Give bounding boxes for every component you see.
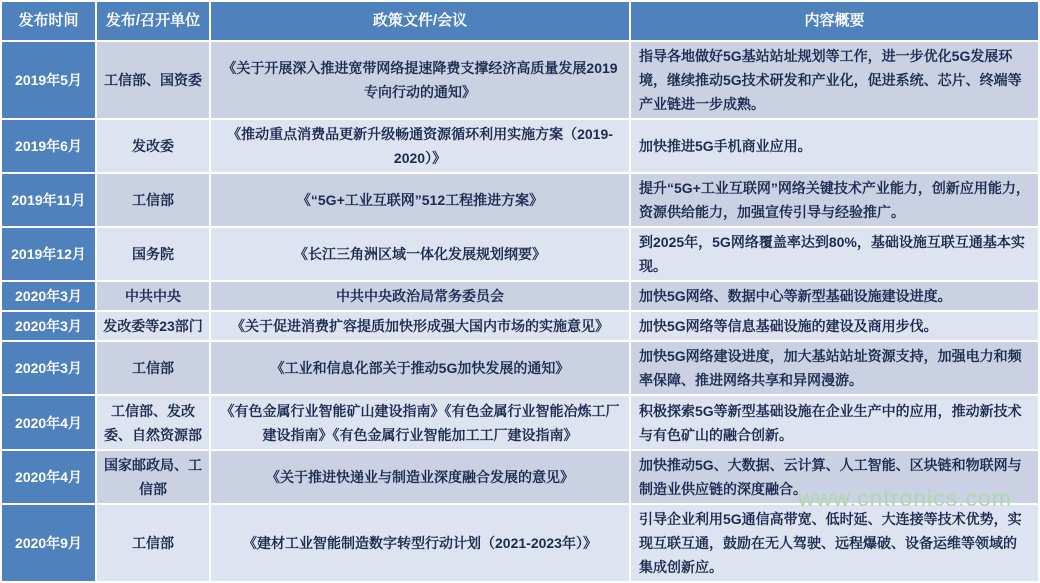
cell-policy: 《关于开展深入推进宽带网络提速降费支撑经济高质量发展2019专向行动的通知》 xyxy=(211,42,629,118)
cell-unit: 中共中央 xyxy=(97,282,209,310)
table-row xyxy=(2,228,1038,280)
cell-policy: 《关于促进消费扩容提质加快形成强大国内市场的实施意见》 xyxy=(211,312,629,340)
cell-policy: 《关于推进快递业与制造业深度融合发展的意见》 xyxy=(211,451,629,503)
cell-summary: 加快5G网络、数据中心等新型基础设施建设进度。 xyxy=(631,282,1038,310)
cell-summary: 加快5G网络建设进度，加大基站站址资源支持，加强电力和频率保障、推进网络共享和异网漫游。 xyxy=(631,342,1038,394)
col-header-date: 发布时间 xyxy=(2,2,95,40)
cell-date: 2020年3月 xyxy=(2,312,95,340)
cell-summary: 积极探索5G等新型基础设施在企业生产中的应用，推动新技术与有色矿山的融合创新。 xyxy=(631,396,1038,449)
table-row xyxy=(2,312,1038,340)
cell-date: 2019年5月 xyxy=(2,42,95,118)
cell-policy: 《有色金属行业智能矿山建设指南》《有色金属行业智能冶炼工厂建设指南》《有色金属行业智能加工工厂建设指南》 xyxy=(211,396,629,449)
table-row xyxy=(2,282,1038,310)
cell-date: 2020年9月 xyxy=(2,505,95,581)
table-row xyxy=(2,174,1038,226)
col-header-unit: 发布/召开单位 xyxy=(97,2,209,40)
col-header-policy: 政策文件/会议 xyxy=(211,2,629,40)
cell-policy: 《“5G+工业互联网”512工程推进方案》 xyxy=(211,174,629,226)
cell-policy: 《建材工业智能制造数字转型行动计划（2021-2023年）》 xyxy=(211,505,629,581)
cell-unit: 工信部 xyxy=(97,505,209,581)
cell-date: 2019年6月 xyxy=(2,120,95,172)
table-row xyxy=(2,396,1038,449)
table-row xyxy=(2,342,1038,394)
cell-unit: 工信部 xyxy=(97,174,209,226)
cell-unit: 工信部、国资委 xyxy=(97,42,209,118)
cell-date: 2019年12月 xyxy=(2,228,95,280)
cell-unit: 工信部 xyxy=(97,342,209,394)
cell-summary: 加快推动5G、大数据、云计算、人工智能、区块链和物联网与制造业供应链的深度融合。 xyxy=(631,451,1038,503)
cell-policy: 《长江三角洲区域一体化发展规划纲要》 xyxy=(211,228,629,280)
cell-policy: 《推动重点消费品更新升级畅通资源循环利用实施方案（2019-2020）》 xyxy=(211,120,629,172)
cell-policy: 中共中央政治局常务委员会 xyxy=(211,282,629,310)
cell-summary: 到2025年，5G网络覆盖率达到80%，基础设施互联互通基本实现。 xyxy=(631,228,1038,280)
cell-date: 2019年11月 xyxy=(2,174,95,226)
cell-summary: 加快推进5G手机商业应用。 xyxy=(631,120,1038,172)
cell-unit: 发改委等23部门 xyxy=(97,312,209,340)
col-header-summary: 内容概要 xyxy=(631,2,1038,40)
cell-date: 2020年3月 xyxy=(2,282,95,310)
cell-unit: 工信部、发改委、自然资源部 xyxy=(97,396,209,449)
site-watermark: www.cntronics.com xyxy=(798,485,1012,511)
cell-policy: 《工业和信息化部关于推动5G加快发展的通知》 xyxy=(211,342,629,394)
cell-date: 2020年4月 xyxy=(2,451,95,503)
cell-date: 2020年4月 xyxy=(2,396,95,449)
table-header-row xyxy=(2,2,1038,40)
cell-summary: 指导各地做好5G基站站址规划等工作，进一步优化5G发展环境，继续推动5G技术研发和产业化，促进系统、芯片、终端等产业链进一步成熟。 xyxy=(631,42,1038,118)
cell-unit: 国务院 xyxy=(97,228,209,280)
table-row xyxy=(2,42,1038,118)
table-row xyxy=(2,505,1038,581)
cell-unit: 国家邮政局、工信部 xyxy=(97,451,209,503)
cell-unit: 发改委 xyxy=(97,120,209,172)
cell-summary: 加快5G网络等信息基础设施的建设及商用步伐。 xyxy=(631,312,1038,340)
cell-date: 2020年3月 xyxy=(2,342,95,394)
cell-summary: 提升“5G+工业互联网”网络关键技术产业能力，创新应用能力，资源供给能力，加强宣传引导与经验推广。 xyxy=(631,174,1038,226)
cell-summary: 引导企业利用5G通信高带宽、低时延、大连接等技术优势，实现互联互通，鼓励在无人驾驶、远程爆破、设备运维等领域的集成创新应。 xyxy=(631,505,1038,581)
table-row xyxy=(2,120,1038,172)
